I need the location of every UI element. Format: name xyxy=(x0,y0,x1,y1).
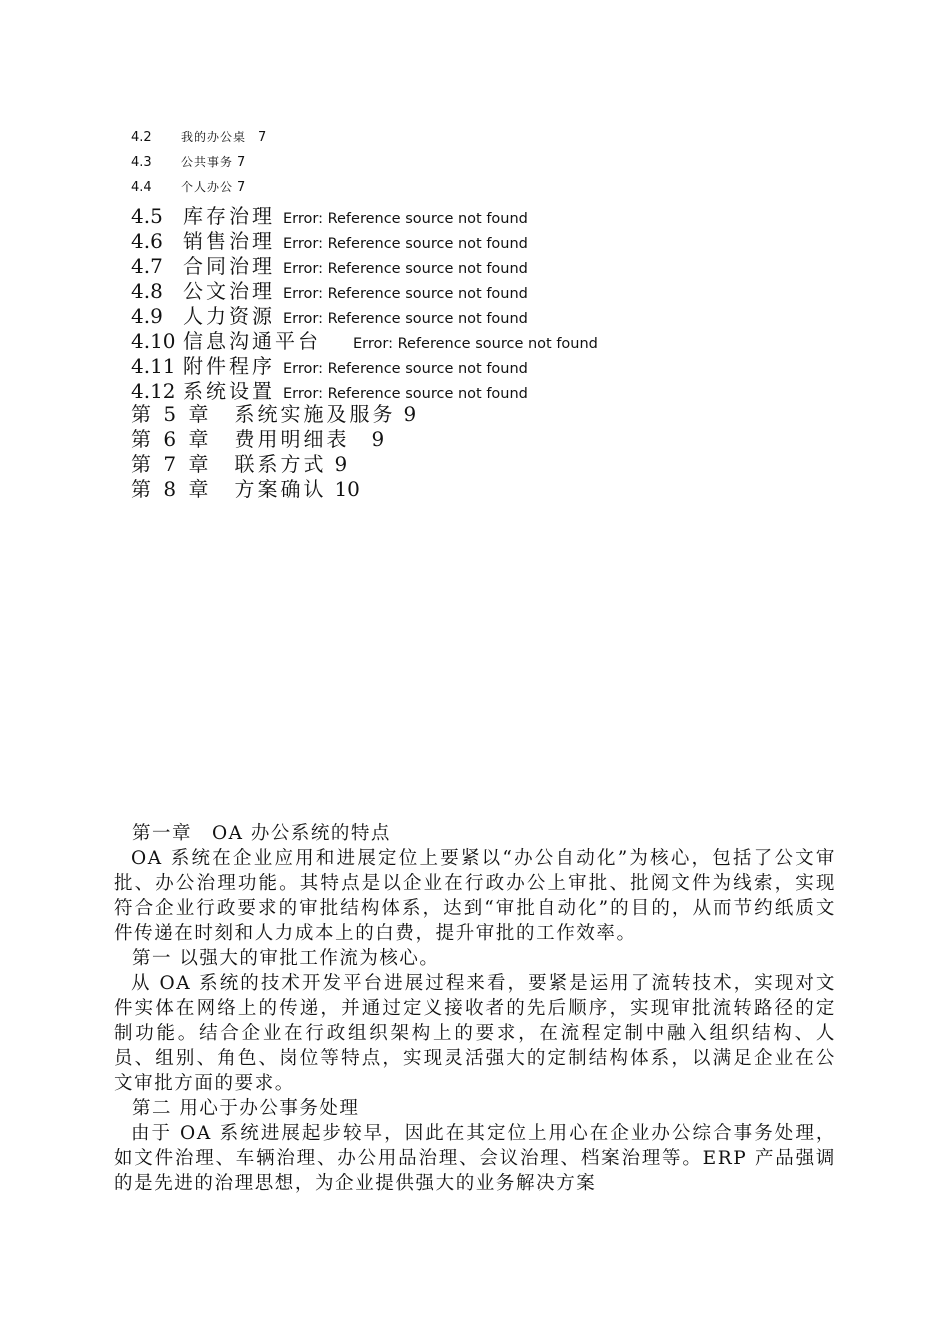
toc-title: 第 7 章 联系方式 xyxy=(131,452,327,476)
toc-title: 库存治理 xyxy=(183,204,275,228)
paragraph-workflow: 从 OA 系统的技术开发平台进展过程来看，要紧是运用了流转技术，实现对文件实体在网络上的传递，并通过定义接收者的先后顺序，实现审批流转路径的定制功能。结合企业在行政组织架构上的要求，在流程定制中融入组织结构、人员、组别、角色、岗位等特点，实现灵活强大的定制结构体系，以满足企业在公文审批方面的要求。 xyxy=(114,973,836,1094)
toc-number: 4.10 xyxy=(131,329,176,353)
chapter-heading: 第一章 OA 办公系统的特点 xyxy=(132,823,391,844)
toc-title: 系统设置 xyxy=(183,379,275,403)
toc-reference-error: Error: Reference source not found xyxy=(283,236,528,252)
toc-number: 4.6 xyxy=(131,229,163,253)
toc-number: 4.4 xyxy=(131,180,152,195)
section-heading-first: 第一 以强大的审批工作流为核心。 xyxy=(132,948,440,969)
toc-reference-error: Error: Reference source not found xyxy=(283,361,528,377)
paragraph-intro: OA 系统在企业应用和进展定位上要紧以“办公自动化”为核心，包括了公文审批、办公治理功能。其特点是以企业在行政办公上审批、批阅文件为线索，实现符合企业行政要求的审批结构体系，达到“审批自动化”的目的，从而节约纸质文件传递在时刻和人力成本上的白费，提升审批的工作效率。 xyxy=(114,848,836,944)
toc-number: 4.2 xyxy=(131,130,152,145)
toc-title: 信息沟通平台 xyxy=(183,329,321,353)
toc-title: 公共事务 xyxy=(181,155,234,169)
toc-title: 我的办公桌 xyxy=(181,130,247,144)
toc-chapter-8[interactable] xyxy=(131,473,360,502)
toc-page: 9 xyxy=(371,427,385,451)
toc-entry-4-2[interactable] xyxy=(131,128,266,145)
toc-number: 4.9 xyxy=(131,304,163,328)
toc-page: 10 xyxy=(334,477,360,501)
paragraph-office-affairs: 由于 OA 系统进展起步较早，因此在其定位上用心在企业办公综合事务处理，如文件治理、车辆治理、办公用品治理、会议治理、档案治理等。ERP 产品强调的是先进的治理思想，为企业提供强大的业务解决方案 xyxy=(114,1123,836,1194)
toc-number: 4.11 xyxy=(131,354,176,378)
toc-title: 人力资源 xyxy=(183,304,275,328)
toc-number: 4.3 xyxy=(131,155,152,170)
toc-reference-error: Error: Reference source not found xyxy=(283,311,528,327)
toc-title: 第 5 章 系统实施及服务 xyxy=(131,402,396,426)
toc-title: 第 6 章 费用明细表 xyxy=(131,427,350,451)
toc-title: 合同治理 xyxy=(183,254,275,278)
toc-title: 附件程序 xyxy=(183,354,275,378)
document-body xyxy=(114,821,836,1196)
toc-page: 7 xyxy=(258,130,267,145)
toc-reference-error: Error: Reference source not found xyxy=(353,336,598,352)
toc-number: 4.7 xyxy=(131,254,163,278)
toc-title: 个人办公 xyxy=(181,180,234,194)
toc-title: 公文治理 xyxy=(183,279,275,303)
toc-number: 4.8 xyxy=(131,279,163,303)
toc-page: 7 xyxy=(237,180,246,195)
toc-number: 4.5 xyxy=(131,204,163,228)
toc-reference-error: Error: Reference source not found xyxy=(283,211,528,227)
toc-reference-error: Error: Reference source not found xyxy=(283,386,528,402)
toc-entry-4-4[interactable] xyxy=(131,178,245,195)
section-heading-second: 第二 用心于办公事务处理 xyxy=(132,1098,360,1119)
toc-page: 9 xyxy=(334,452,348,476)
toc-number: 4.12 xyxy=(131,379,176,403)
toc-page: 9 xyxy=(403,402,417,426)
toc-entry-4-3[interactable] xyxy=(131,153,245,170)
toc-title: 第 8 章 方案确认 xyxy=(131,477,327,501)
toc-reference-error: Error: Reference source not found xyxy=(283,261,528,277)
toc-title: 销售治理 xyxy=(183,229,275,253)
toc-page: 7 xyxy=(237,155,246,170)
toc-reference-error: Error: Reference source not found xyxy=(283,286,528,302)
